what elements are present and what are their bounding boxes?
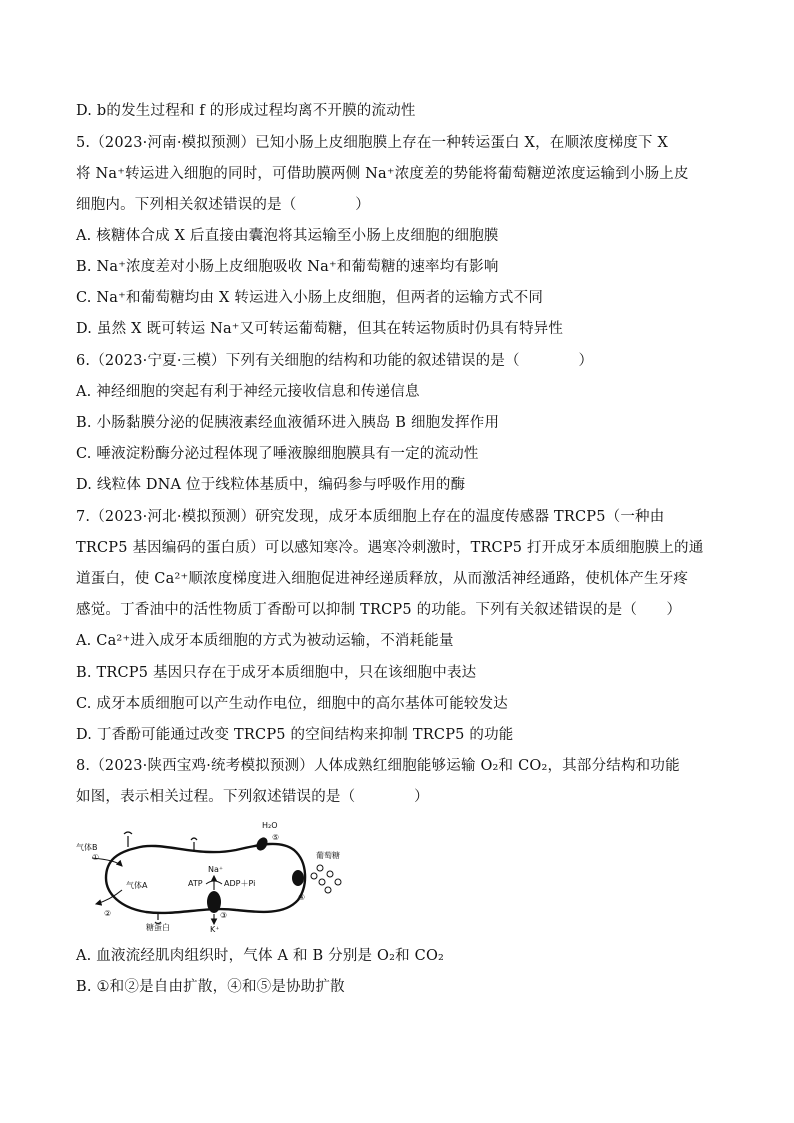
label-glucose: 葡萄糖	[316, 851, 340, 860]
question-5-option-d: D. 虽然 X 既可转运 Na⁺又可转运葡萄糖，但其在转运物质时仍具有特异性	[76, 321, 564, 337]
glucose-dot	[335, 879, 341, 885]
question-6-stem: 6.（2023·宁夏·三模）下列有关细胞的结构和功能的叙述错误的是（ ）	[76, 353, 594, 369]
label-circle-3: ③	[220, 911, 228, 920]
label-gas-a: 气体A	[126, 881, 148, 890]
label-circle-1: ①	[92, 853, 100, 862]
glucose-dot	[317, 865, 323, 871]
question-7-stem-line-4: 感觉。丁香油中的活性物质丁香酚可以抑制 TRCP5 的功能。下列有关叙述错误的是（ ）	[76, 602, 682, 618]
label-adp-pi: ADP＋Pi	[224, 879, 256, 888]
question-8-option-a: A. 血液流经肌肉组织时，气体 A 和 B 分别是 O₂和 CO₂	[76, 948, 445, 964]
label-glycoprotein: 糖蛋白	[146, 923, 170, 932]
question-5-stem-line-1: 5.（2023·河南·模拟预测）已知小肠上皮细胞膜上存在一种转运蛋白 X，在顺浓度梯度下 X	[76, 135, 669, 151]
label-circle-2: ②	[104, 909, 112, 918]
glucose-transporter	[292, 870, 304, 886]
label-h2o: H₂O	[262, 821, 278, 830]
label-na: Na⁺	[208, 865, 224, 874]
question-6-option-d: D. 线粒体 DNA 位于线粒体基质中，编码参与呼吸作用的酶	[76, 477, 466, 493]
question-5-option-b: B. Na⁺浓度差对小肠上皮细胞吸收 Na⁺和葡萄糖的速率均有影响	[76, 259, 499, 275]
question-7-stem-line-3: 道蛋白，使 Ca²⁺顺浓度梯度进入细胞促进神经递质释放，从而激活神经通路，使机体产生牙疼	[76, 571, 689, 587]
question-6-option-c: C. 唾液淀粉酶分泌过程体现了唾液腺细胞膜具有一定的流动性	[76, 446, 479, 462]
label-circle-4: ④	[298, 893, 306, 902]
question-7-option-c: C. 成牙本质细胞可以产生动作电位，细胞中的高尔基体可能较发达	[76, 696, 508, 712]
glucose-dot	[327, 871, 333, 877]
label-k: K⁺	[210, 925, 220, 932]
question-7-option-a: A. Ca²⁺进入成牙本质细胞的方式为被动运输，不消耗能量	[76, 633, 454, 649]
question-7-stem-line-2: TRCP5 基因编码的蛋白质）可以感知寒冷。遇寒冷刺激时，TRCP5 打开成牙本质细胞膜上的通	[76, 540, 704, 556]
option-4-d: D. b的发生过程和 f 的形成过程均离不开膜的流动性	[76, 103, 416, 119]
question-6-option-a: A. 神经细胞的突起有利于神经元接收信息和传递信息	[76, 384, 420, 400]
glycoprotein-bottom	[155, 913, 161, 924]
sodium-potassium-pump	[207, 891, 221, 913]
label-circle-5: ⑤	[272, 833, 280, 842]
question-7-option-d: D. 丁香酚可能通过改变 TRCP5 的空间结构来抑制 TRCP5 的功能	[76, 727, 514, 743]
glucose-dot	[325, 887, 331, 893]
question-5-stem-line-3: 细胞内。下列相关叙述错误的是（ ）	[76, 197, 370, 213]
question-6-option-b: B. 小肠黏膜分泌的促胰液素经血液循环进入胰岛 B 细胞发挥作用	[76, 415, 500, 431]
question-7-stem-line-1: 7.（2023·河北·模拟预测）研究发现，成牙本质细胞上存在的温度传感器 TRCP5（一种由	[76, 509, 665, 525]
question-5-stem-line-2: 将 Na⁺转运进入细胞的同时，可借助膜两侧 Na⁺浓度差的势能将葡萄糖逆浓度运输到小肠上皮	[76, 166, 689, 182]
question-8-option-b: B. ①和②是自由扩散，④和⑤是协助扩散	[76, 979, 345, 995]
question-5-option-a: A. 核糖体合成 X 后直接由囊泡将其运输至小肠上皮细胞的细胞膜	[76, 228, 499, 244]
question-8-stem-line-2: 如图，表示相关过程。下列叙述错误的是（ ）	[76, 789, 429, 805]
label-atp: ATP	[188, 879, 203, 888]
red-blood-cell-diagram	[76, 820, 356, 932]
question-7-option-b: B. TRCP5 基因只存在于成牙本质细胞中，只在该细胞中表达	[76, 665, 477, 681]
glucose-dot	[319, 879, 325, 885]
glycoprotein-top-1	[124, 832, 132, 847]
question-8-stem-line-1: 8.（2023·陕西宝鸡·统考模拟预测）人体成熟红细胞能够运输 O₂和 CO₂，其部分结构和功能	[76, 758, 680, 774]
question-5-option-c: C. Na⁺和葡萄糖均由 X 转运进入小肠上皮细胞，但两者的运输方式不同	[76, 290, 544, 306]
glucose-dot	[311, 873, 317, 879]
cell-membrane	[106, 844, 305, 913]
label-gas-b: 气体B	[76, 843, 98, 852]
